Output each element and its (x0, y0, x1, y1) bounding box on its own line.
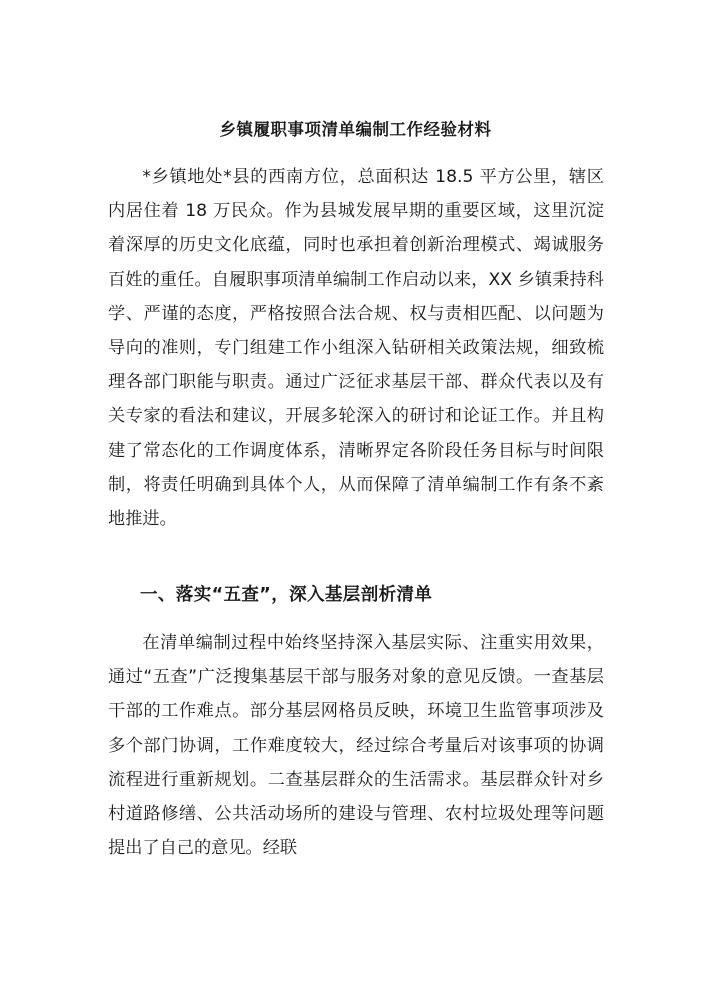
section-heading: 一、落实“五查”，深入基层剖析清单 (140, 585, 433, 605)
intro-paragraph: *乡镇地处*县的西南方位，总面积达 18.5 平方公里，辖区内居住着 18 万民众。作为县城发展早期的重要区域，这里沉淀着深厚的历史文化底蕴，同时也承担着创新治理模式、竭诚服务百姓的重任。自履职事项清单编制工作启动以来，XX 乡镇秉持科学、严谨的态度，严格按照合法合规、权与责相匹配、以问题为导向的准则，专门组建工作小组深入钻研相关政策法规，细致梳理各部门职能与职责。通过广泛征求基层干部、群众代表以及有关专家的看法和建议，开展多轮深入的研讨和论证工作。并且构建了常态化的工作调度体系，清晰界定各阶段任务目标与时间限制，将责任明确到具体个人，从而保障了清单编制工作有条不紊地推进。 (108, 167, 604, 530)
section-paragraph: 在清单编制过程中始终坚持深入基层实际、注重实用效果，通过“五查”广泛搜集基层干部与服务对象的意见反馈。一查基层干部的工作难点。部分基层网格员反映，环境卫生监管事项涉及多个部门协调，工作难度较大，经过综合考量后对该事项的协调流程进行重新规划。二查基层群众的生活需求。基层群众针对乡村道路修缮、公共活动场所的建设与管理、农村垃圾处理等问题提出了自己的意见。经联 (108, 633, 604, 859)
document-title: 乡镇履职事项清单编制工作经验材料 (219, 120, 492, 139)
